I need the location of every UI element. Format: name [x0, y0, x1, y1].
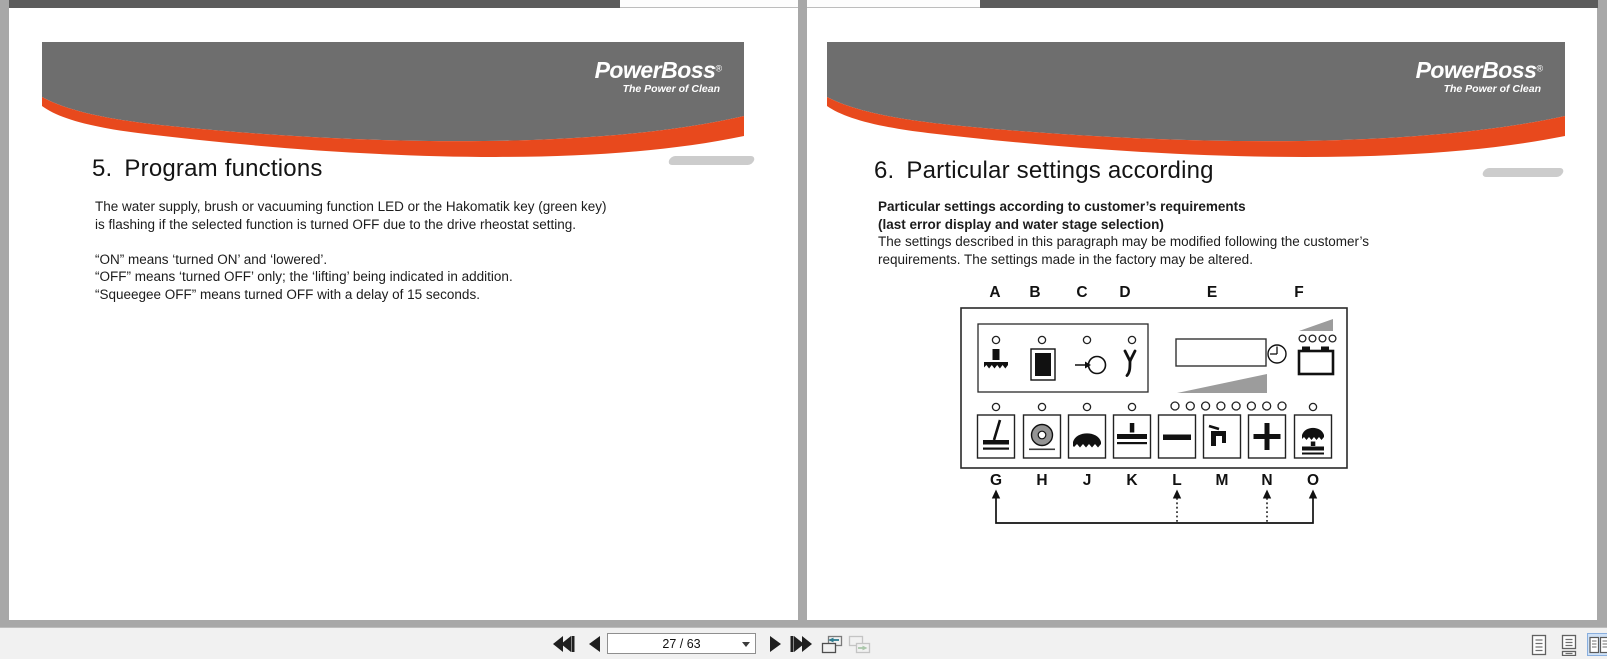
- label-D: D: [1119, 284, 1131, 301]
- text-line-bold: Particular settings according to customer’s requirements: [878, 199, 1246, 214]
- powerboss-logo: [595, 58, 722, 95]
- single-page-view-icon: [1529, 634, 1549, 656]
- label-B: B: [1029, 284, 1041, 301]
- brand-name: PowerBoss: [594, 57, 716, 83]
- page-gutter-top: [798, 0, 807, 8]
- page-number-box: [607, 633, 756, 654]
- diagram-bottom-labels: [990, 472, 1319, 489]
- label-H: H: [1036, 472, 1048, 489]
- brand-name: PowerBoss: [1415, 57, 1537, 83]
- panel-outline: [961, 308, 1347, 468]
- continuous-view-icon: [1559, 634, 1579, 656]
- scan-artifact: [667, 156, 755, 165]
- label-L: L: [1172, 472, 1182, 489]
- tank-icon: [1031, 349, 1055, 380]
- bracket-arrows: [992, 490, 1317, 524]
- registered-mark: ®: [1536, 63, 1543, 74]
- text-line-bold: (last error display and water stage selection): [878, 216, 1164, 232]
- page-number-input[interactable]: [608, 634, 755, 653]
- text-line: is flashing if the selected function is turned OFF due to the drive rheostat setting.: [95, 216, 577, 232]
- slide-body-text: [95, 198, 606, 303]
- next-page-button[interactable]: [763, 634, 787, 654]
- slide-body-text: [878, 198, 1369, 268]
- slide-title: [874, 157, 1214, 185]
- next-page-icon: [769, 636, 782, 652]
- powerboss-logo: [1416, 58, 1543, 95]
- page-dropdown-caret-icon[interactable]: [742, 642, 750, 647]
- pdf-page-right: [807, 8, 1597, 620]
- battery-icon: [1299, 347, 1333, 375]
- last-page-icon: [790, 636, 813, 652]
- label-O: O: [1306, 472, 1320, 489]
- next-view-icon: [848, 635, 871, 654]
- previous-view-icon: [821, 635, 844, 654]
- first-page-button[interactable]: [551, 634, 575, 654]
- previous-view-button[interactable]: [820, 634, 844, 654]
- label-J: J: [1082, 472, 1092, 489]
- clock-icon: [1268, 345, 1286, 363]
- label-M: M: [1215, 472, 1229, 489]
- label-C: C: [1076, 284, 1088, 301]
- pdf-page-left: [9, 8, 798, 620]
- single-page-view-button[interactable]: [1528, 633, 1550, 656]
- text-line: “OFF” means ‘turned OFF’ only; the ‘lifting’ being indicated in addition.: [95, 269, 513, 284]
- label-G: G: [989, 472, 1003, 489]
- text-line: The water supply, brush or vacuuming function LED or the Hakomatik key (green key): [95, 199, 607, 214]
- slide-title-number: 5.: [92, 155, 113, 182]
- slide-header-banner: [42, 42, 744, 164]
- hour-meter-display: [1176, 339, 1266, 366]
- text-line: “Squeegee OFF” means turned OFF with a delay of 15 seconds.: [95, 286, 480, 302]
- text-line: The settings described in this paragraph may be modified following the customer’s: [878, 234, 1370, 249]
- minus-icon: [1163, 435, 1191, 441]
- continuous-view-button[interactable]: [1558, 633, 1580, 656]
- slide-title-text: Particular settings according: [906, 157, 1214, 184]
- slide-title-text: Program functions: [124, 155, 323, 182]
- slide-title-number: 6.: [874, 157, 895, 184]
- diagram-top-labels: [989, 284, 1303, 301]
- previous-page-icon: [588, 636, 601, 652]
- last-page-button[interactable]: [789, 634, 813, 654]
- label-K: K: [1126, 472, 1138, 489]
- brand-tagline: The Power of Clean: [1443, 82, 1541, 95]
- first-page-icon: [552, 636, 575, 652]
- blank-line: [95, 233, 606, 251]
- label-N: N: [1261, 472, 1273, 489]
- facing-pages-view-icon: [1588, 634, 1607, 656]
- next-view-button[interactable]: [847, 634, 871, 654]
- label-A: A: [989, 284, 1001, 301]
- facing-pages-view-button[interactable]: [1587, 633, 1607, 656]
- text-line: “ON” means ‘turned ON’ and ‘lowered’.: [95, 251, 328, 267]
- pdf-viewer-toolbar: [0, 627, 1607, 659]
- label-E: E: [1206, 284, 1218, 301]
- text-line: requirements. The settings made in the factory may be altered.: [878, 251, 1253, 267]
- scan-artifact: [1481, 168, 1564, 177]
- slide-header-banner: [827, 42, 1565, 164]
- previous-page-button[interactable]: [582, 634, 606, 654]
- control-panel-diagram: [947, 276, 1407, 526]
- brand-tagline: The Power of Clean: [622, 82, 720, 95]
- slide-title: [92, 155, 323, 183]
- registered-mark: ®: [715, 63, 722, 74]
- label-F: F: [1294, 284, 1304, 301]
